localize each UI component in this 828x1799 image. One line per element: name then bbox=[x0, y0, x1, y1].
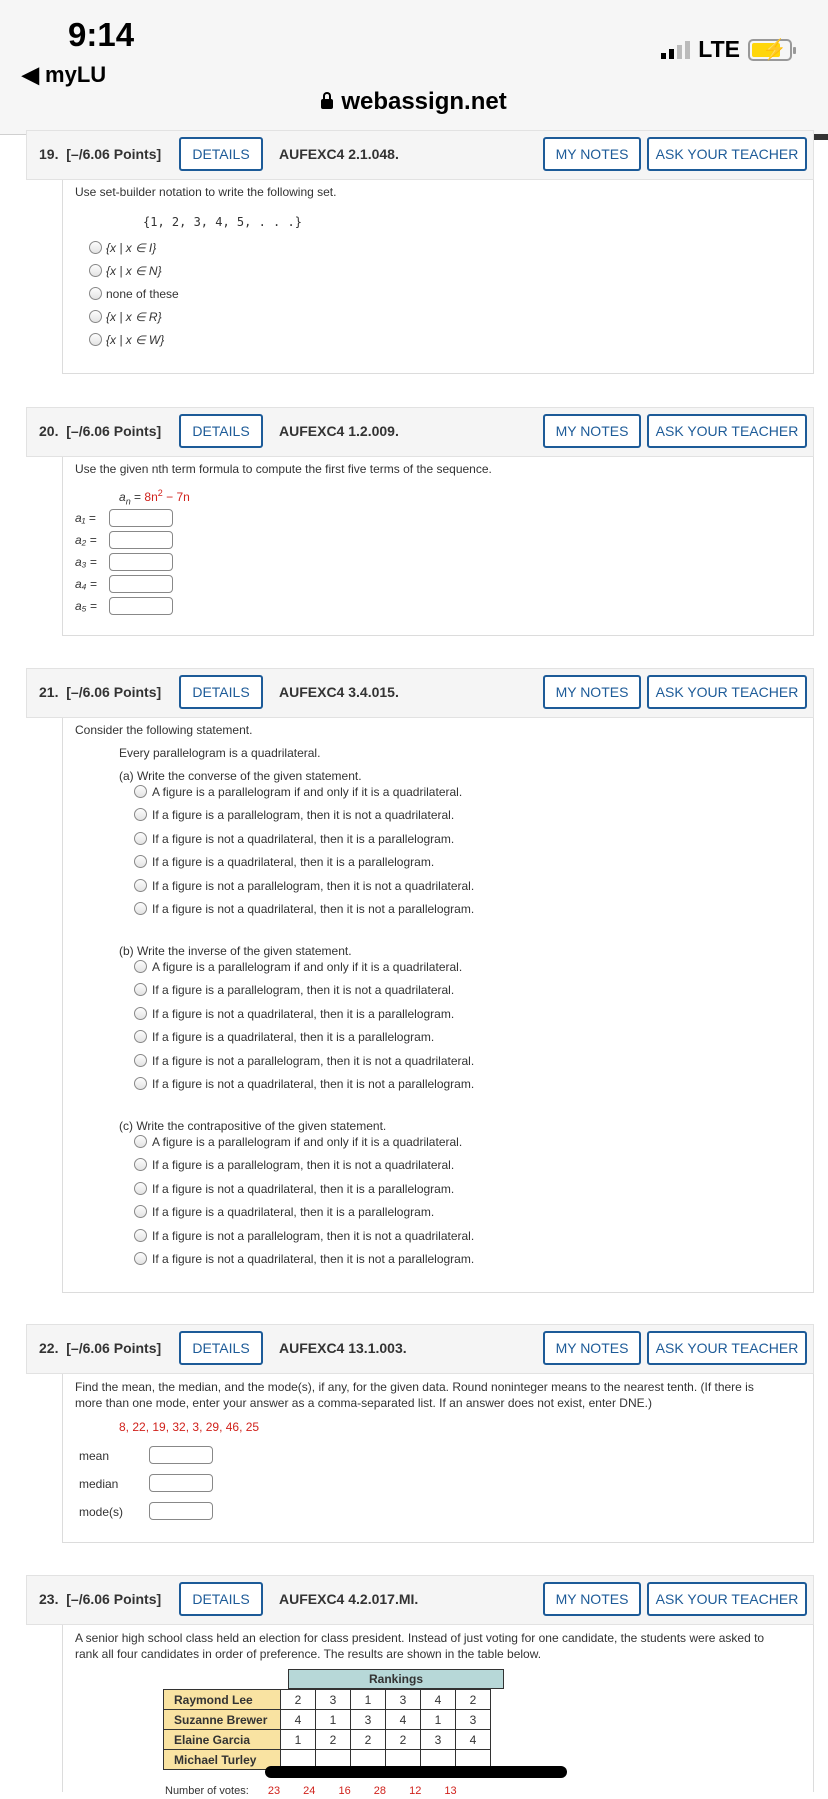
option-radio[interactable] bbox=[134, 1077, 147, 1090]
option-radio[interactable] bbox=[134, 808, 147, 821]
option-label: If a figure is a parallelogram, then it is not a quadrilateral. bbox=[152, 983, 455, 997]
option-label: A figure is a parallelogram if and only if it is a quadrilateral. bbox=[152, 960, 463, 974]
option-label: If a figure is not a quadrilateral, then it is a parallelogram. bbox=[152, 1007, 455, 1021]
option-radio[interactable] bbox=[89, 241, 102, 254]
option-label: {x | x ∈ R} bbox=[106, 310, 162, 324]
question-19 bbox=[26, 130, 814, 347]
rank-cell: 3 bbox=[421, 1730, 456, 1750]
option-radio[interactable] bbox=[89, 310, 102, 323]
question-number: 19. [–/6.06 Points] bbox=[39, 146, 162, 162]
rank-cell: 1 bbox=[281, 1730, 316, 1750]
question-number: 21. [–/6.06 Points] bbox=[39, 684, 162, 700]
question-body bbox=[62, 1374, 814, 1543]
battery-charging-icon: ⚡ bbox=[748, 39, 792, 61]
question-21 bbox=[26, 668, 814, 1266]
candidate-name: Elaine Garcia bbox=[164, 1730, 281, 1750]
option-radio[interactable] bbox=[134, 1030, 147, 1043]
table-row bbox=[164, 1690, 491, 1710]
details-button[interactable]: DETAILS bbox=[179, 1331, 263, 1365]
url-text: webassign.net bbox=[341, 88, 507, 115]
ask-teacher-button[interactable]: ASK YOUR TEACHER bbox=[647, 414, 807, 448]
term-label: a₃ = bbox=[75, 555, 97, 569]
rankings-header: Rankings bbox=[288, 1669, 504, 1689]
candidate-name: Raymond Lee bbox=[164, 1690, 281, 1710]
term-input[interactable] bbox=[109, 575, 173, 593]
option-label: If a figure is not a parallelogram, then it is not a quadrilateral. bbox=[152, 1054, 475, 1068]
nth-term-formula: $a_n = 8n^2 - 7n$ bbox=[119, 488, 190, 507]
question-code: AUFEXC4 13.1.003. bbox=[279, 1340, 407, 1356]
question-prompt-line: A senior high school class held an election for class president. Instead of just voting for one candidate, the students were asked to bbox=[75, 1631, 765, 1645]
option-label: If a figure is not a parallelogram, then it is not a quadrilateral. bbox=[152, 879, 475, 893]
question-code: AUFEXC4 2.1.048. bbox=[279, 146, 399, 162]
signal-icon bbox=[661, 41, 690, 59]
back-arrow-icon: ◀ bbox=[22, 62, 46, 87]
network-label: LTE bbox=[698, 36, 740, 62]
question-number: 20. [–/6.06 Points] bbox=[39, 423, 162, 439]
option-radio[interactable] bbox=[134, 960, 147, 973]
details-button[interactable]: DETAILS bbox=[179, 137, 263, 171]
term-input[interactable] bbox=[109, 531, 173, 549]
median-label: median bbox=[79, 1477, 119, 1491]
rank-cell: 2 bbox=[386, 1730, 421, 1750]
option-radio[interactable] bbox=[89, 333, 102, 346]
term-input[interactable] bbox=[109, 509, 173, 527]
details-button[interactable]: DETAILS bbox=[179, 675, 263, 709]
rank-cell: 3 bbox=[386, 1690, 421, 1710]
option-radio[interactable] bbox=[134, 1229, 147, 1242]
candidate-name: Michael Turley bbox=[164, 1750, 281, 1770]
ask-teacher-button[interactable]: ASK YOUR TEACHER bbox=[647, 1582, 807, 1616]
rank-cell: 4 bbox=[386, 1710, 421, 1730]
my-notes-button[interactable]: MY NOTES bbox=[543, 1331, 641, 1365]
option-radio[interactable] bbox=[134, 1054, 147, 1067]
term-label: a₅ = bbox=[75, 599, 97, 613]
my-notes-button[interactable]: MY NOTES bbox=[543, 414, 641, 448]
rank-cell: 4 bbox=[281, 1710, 316, 1730]
details-button[interactable]: DETAILS bbox=[179, 1582, 263, 1616]
question-body bbox=[62, 457, 814, 636]
term-label: a₂ = bbox=[75, 533, 97, 547]
question-number: 23. [–/6.06 Points] bbox=[39, 1591, 162, 1607]
question-body bbox=[62, 180, 814, 374]
median-input[interactable] bbox=[149, 1474, 213, 1492]
table-row bbox=[164, 1730, 491, 1750]
part-b-label: (b) Write the inverse of the given statement. bbox=[119, 944, 352, 958]
option-label: {x | x ∈ N} bbox=[106, 264, 162, 278]
modes-label: mode(s) bbox=[79, 1505, 124, 1519]
question-header bbox=[26, 130, 814, 180]
rank-cell: 4 bbox=[456, 1730, 491, 1750]
question-20 bbox=[26, 407, 814, 613]
option-label: If a figure is not a quadrilateral, then it is a parallelogram. bbox=[152, 832, 455, 846]
my-notes-button[interactable]: MY NOTES bbox=[543, 675, 641, 709]
candidate-name: Suzanne Brewer bbox=[164, 1710, 281, 1730]
option-radio[interactable] bbox=[89, 287, 102, 300]
ask-teacher-button[interactable]: ASK YOUR TEACHER bbox=[647, 1331, 807, 1365]
option-label: If a figure is not a quadrilateral, then it is not a parallelogram. bbox=[152, 1252, 475, 1266]
rank-cell: 3 bbox=[316, 1690, 351, 1710]
question-23 bbox=[26, 1575, 814, 1797]
question-code: AUFEXC4 4.2.017.MI. bbox=[279, 1591, 419, 1607]
question-body bbox=[62, 718, 814, 1293]
option-radio[interactable] bbox=[134, 855, 147, 868]
option-radio[interactable] bbox=[134, 785, 147, 798]
question-header bbox=[26, 1324, 814, 1374]
option-radio[interactable] bbox=[89, 264, 102, 277]
given-set: {1, 2, 3, 4, 5, . . .} bbox=[143, 215, 302, 229]
rankings-table bbox=[163, 1689, 491, 1770]
option-label: If a figure is a quadrilateral, then it is a parallelogram. bbox=[152, 1205, 435, 1219]
back-app-label: myLU bbox=[45, 62, 107, 87]
option-label: If a figure is a parallelogram, then it is not a quadrilateral. bbox=[152, 1158, 455, 1172]
term-input[interactable] bbox=[109, 597, 173, 615]
votes-row: Number of votes: 23 24 16 28 12 13 bbox=[165, 1785, 457, 1797]
option-label: A figure is a parallelogram if and only if it is a quadrilateral. bbox=[152, 785, 463, 799]
question-code: AUFEXC4 1.2.009. bbox=[279, 423, 399, 439]
ask-teacher-button[interactable]: ASK YOUR TEACHER bbox=[647, 137, 807, 171]
given-statement: Every parallelogram is a quadrilateral. bbox=[119, 746, 321, 760]
option-label: A figure is a parallelogram if and only if it is a quadrilateral. bbox=[152, 1135, 463, 1149]
rank-cell: 2 bbox=[281, 1690, 316, 1710]
back-to-app-button[interactable] bbox=[22, 62, 106, 88]
option-radio[interactable] bbox=[134, 1205, 147, 1218]
option-label: If a figure is a quadrilateral, then it is a parallelogram. bbox=[152, 855, 435, 869]
question-number: 22. [–/6.06 Points] bbox=[39, 1340, 162, 1356]
option-label: {x | x ∈ W} bbox=[106, 333, 165, 347]
rank-cell: 1 bbox=[351, 1690, 386, 1710]
my-notes-button[interactable]: MY NOTES bbox=[543, 1582, 641, 1616]
term-input[interactable] bbox=[109, 553, 173, 571]
question-header bbox=[26, 407, 814, 457]
term-label: a₁ = bbox=[75, 511, 96, 525]
option-label: {x | x ∈ I} bbox=[106, 241, 157, 255]
option-radio[interactable] bbox=[134, 1135, 147, 1148]
option-radio[interactable] bbox=[134, 902, 147, 915]
status-bar bbox=[0, 0, 828, 135]
option-radio[interactable] bbox=[134, 879, 147, 892]
option-label: If a figure is not a quadrilateral, then it is not a parallelogram. bbox=[152, 902, 475, 916]
network-status bbox=[661, 36, 792, 63]
modes-input[interactable] bbox=[149, 1502, 213, 1520]
question-prompt-line: Find the mean, the median, and the mode(s), if any, for the given data. Round noninteger means to the nearest tenth. (If there is bbox=[75, 1380, 754, 1394]
question-22 bbox=[26, 1324, 814, 1519]
question-header bbox=[26, 1575, 814, 1625]
question-header bbox=[26, 668, 814, 718]
term-label: a₄ = bbox=[75, 577, 97, 591]
question-prompt-line: rank all four candidates in order of preference. The results are shown in the table below. bbox=[75, 1647, 542, 1661]
rank-cell: 3 bbox=[351, 1710, 386, 1730]
question-prompt: Consider the following statement. bbox=[75, 723, 253, 737]
option-label: none of these bbox=[106, 287, 179, 301]
part-c-label: (c) Write the contrapositive of the given statement. bbox=[119, 1119, 387, 1133]
option-radio[interactable] bbox=[134, 1158, 147, 1171]
mean-label: mean bbox=[79, 1449, 110, 1463]
redaction-bar bbox=[265, 1766, 567, 1778]
address-bar[interactable] bbox=[0, 88, 828, 116]
option-label: If a figure is not a quadrilateral, then it is not a parallelogram. bbox=[152, 1077, 475, 1091]
rank-cell: 2 bbox=[351, 1730, 386, 1750]
question-code: AUFEXC4 3.4.015. bbox=[279, 684, 399, 700]
question-body bbox=[62, 1625, 814, 1797]
details-button[interactable]: DETAILS bbox=[179, 414, 263, 448]
option-radio[interactable] bbox=[134, 832, 147, 845]
question-prompt-line: more than one mode, enter your answer as a comma-separated list. If an answer does not exist, enter DNE.) bbox=[75, 1396, 652, 1410]
option-radio[interactable] bbox=[134, 983, 147, 996]
table-row bbox=[164, 1710, 491, 1730]
rank-cell: 1 bbox=[421, 1710, 456, 1730]
mean-input[interactable] bbox=[149, 1446, 213, 1464]
ask-teacher-button[interactable]: ASK YOUR TEACHER bbox=[647, 675, 807, 709]
rank-cell: 1 bbox=[316, 1710, 351, 1730]
option-label: If a figure is a quadrilateral, then it is a parallelogram. bbox=[152, 1030, 435, 1044]
clock: 9:14 bbox=[68, 16, 135, 53]
option-radio[interactable] bbox=[134, 1252, 147, 1265]
option-label: If a figure is not a quadrilateral, then it is a parallelogram. bbox=[152, 1182, 455, 1196]
question-prompt: Use the given nth term formula to compute the first five terms of the sequence. bbox=[75, 462, 492, 476]
data-values: 8, 22, 19, 32, 3, 29, 46, 25 bbox=[119, 1420, 260, 1434]
rank-cell: 4 bbox=[421, 1690, 456, 1710]
my-notes-button[interactable]: MY NOTES bbox=[543, 137, 641, 171]
option-radio[interactable] bbox=[134, 1182, 147, 1195]
lock-icon bbox=[321, 99, 333, 109]
option-label: If a figure is a parallelogram, then it is not a quadrilateral. bbox=[152, 808, 455, 822]
rank-cell: 2 bbox=[316, 1730, 351, 1750]
question-prompt: Use set-builder notation to write the following set. bbox=[75, 185, 337, 199]
part-a-label: (a) Write the converse of the given statement. bbox=[119, 769, 362, 783]
rank-cell: 3 bbox=[456, 1710, 491, 1730]
rank-cell: 2 bbox=[456, 1690, 491, 1710]
option-radio[interactable] bbox=[134, 1007, 147, 1020]
option-label: If a figure is not a parallelogram, then it is not a quadrilateral. bbox=[152, 1229, 475, 1243]
